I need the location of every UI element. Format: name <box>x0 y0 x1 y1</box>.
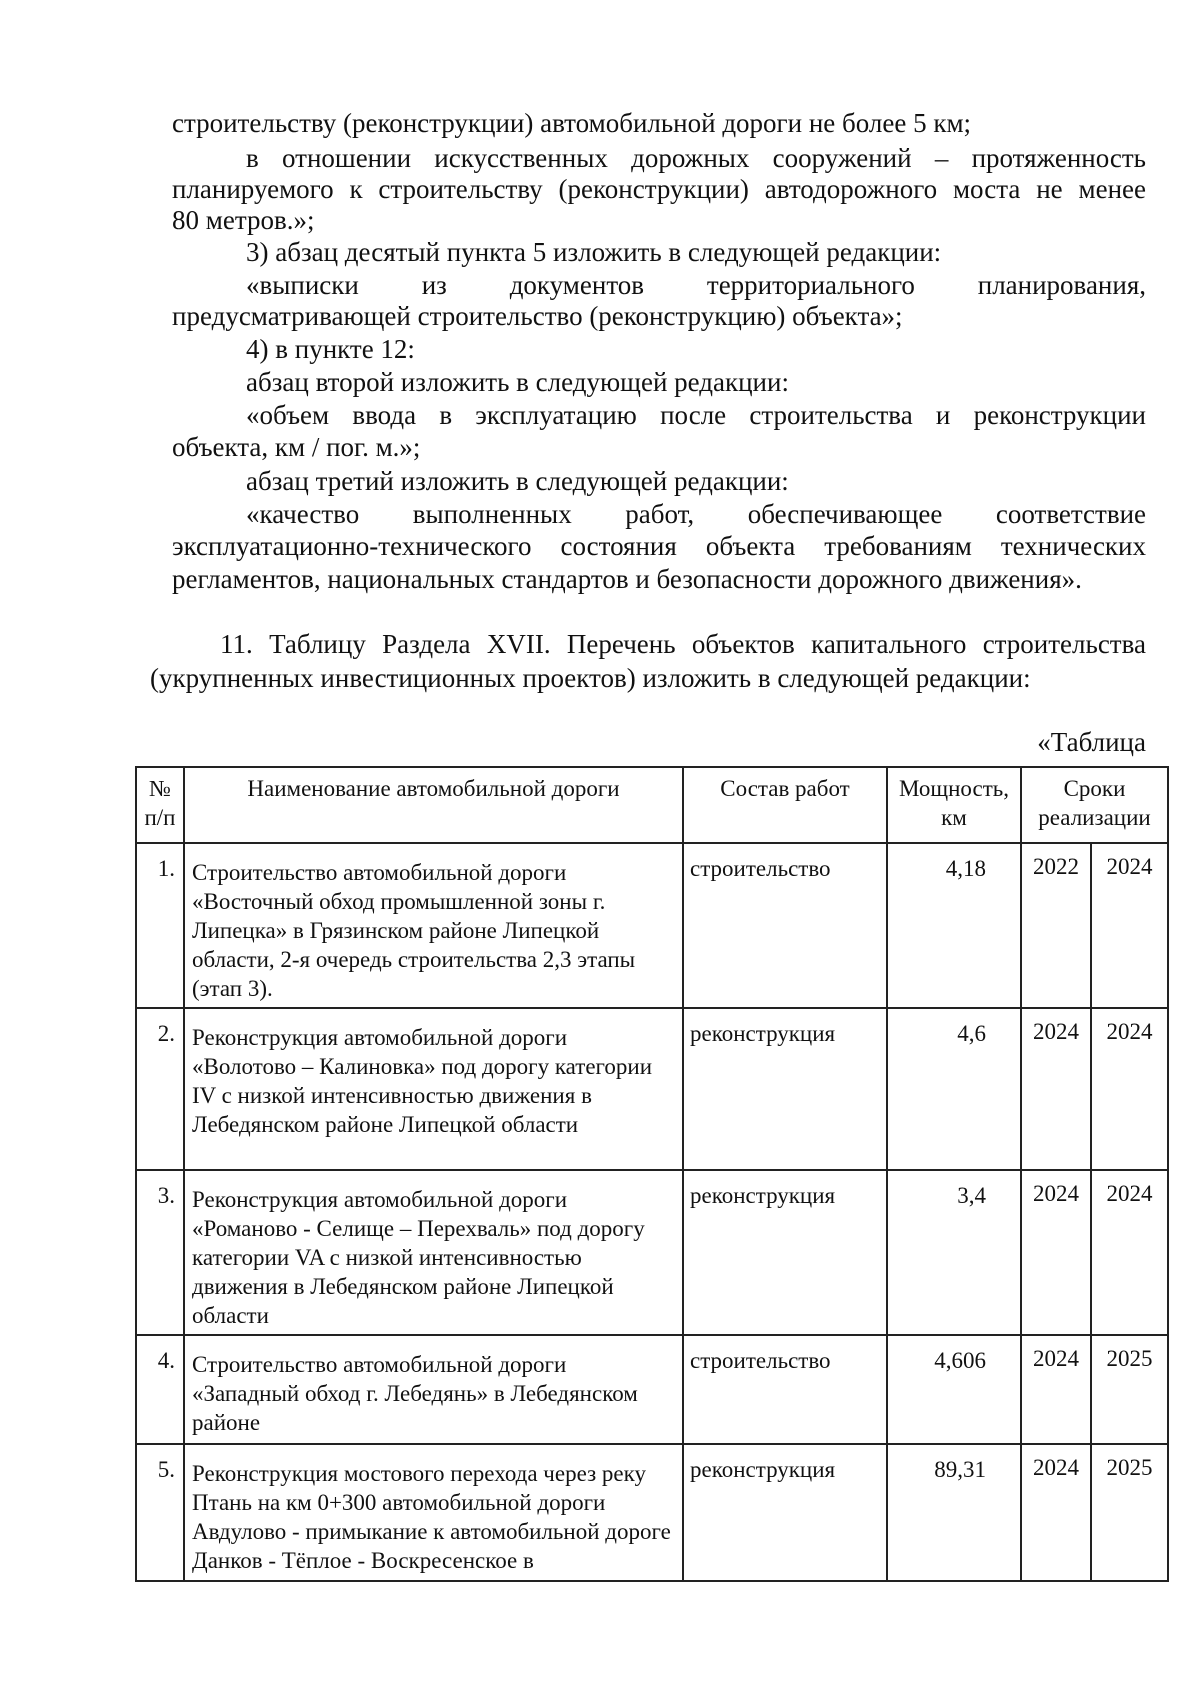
capacity-km: 4,6 <box>887 1008 1021 1170</box>
end-year: 2025 <box>1091 1444 1168 1581</box>
capacity-km: 3,4 <box>887 1170 1021 1335</box>
work-type: строительство <box>683 1335 887 1444</box>
road-name: Реконструкция автомобильной дороги «Романово - Селище – Перехваль» под дорогу категории VA с низкой интенсивностью движения в Лебедянском районе Липецкой области <box>184 1170 683 1335</box>
paragraph-line: абзац второй изложить в следующей редакции: <box>246 367 789 397</box>
paragraph-line: эксплуатационно-технического состояния объекта требованиям технических <box>172 531 1146 561</box>
start-year: 2024 <box>1021 1008 1091 1170</box>
end-year: 2024 <box>1091 843 1168 1008</box>
start-year: 2024 <box>1021 1170 1091 1335</box>
header-number: № п/п <box>136 767 184 843</box>
table-row <box>136 1335 1168 1444</box>
table-row <box>136 1444 1168 1581</box>
header-work-type: Состав работ <box>683 767 887 843</box>
paragraph-line: «качество выполненных работ, обеспечивающее соответствие <box>246 499 1146 529</box>
paragraph-line: 4) в пункте 12: <box>246 334 415 364</box>
work-type: строительство <box>683 843 887 1008</box>
start-year: 2024 <box>1021 1335 1091 1444</box>
row-number: 5. <box>136 1444 184 1581</box>
paragraph-line: планируемого к строительству (реконструкции) автодорожного моста не менее <box>172 174 1146 204</box>
objects-table <box>135 766 1169 1582</box>
paragraph-line: в отношении искусственных дорожных сооружений – протяженность <box>246 143 1146 173</box>
capacity-km: 4,18 <box>887 843 1021 1008</box>
header-terms: Сроки реализации <box>1021 767 1168 843</box>
paragraph-line: абзац третий изложить в следующей редакции: <box>246 466 789 496</box>
start-year: 2022 <box>1021 843 1091 1008</box>
road-name: Реконструкция мостового перехода через реку Птань на км 0+300 автомобильной дороги Авдулово - примыкание к автомобильной дороге Данков - Тёплое - Воскресенское в <box>184 1444 683 1581</box>
paragraph-line: объекта, км / пог. м.»; <box>172 432 421 462</box>
section-heading-line: 11. Таблицу Раздела XVII. Перечень объектов капитального строительства <box>220 629 1146 659</box>
row-number: 3. <box>136 1170 184 1335</box>
start-year: 2024 <box>1021 1444 1091 1581</box>
end-year: 2024 <box>1091 1008 1168 1170</box>
paragraph-line: «объем ввода в эксплуатацию после строительства и реконструкции <box>246 400 1146 430</box>
road-name: Реконструкция автомобильной дороги «Волотово – Калиновка» под дорогу категории IV с низкой интенсивностью движения в Лебедянском районе Липецкой области <box>184 1008 683 1170</box>
row-number: 2. <box>136 1008 184 1170</box>
row-number: 1. <box>136 843 184 1008</box>
table-row <box>136 843 1168 1008</box>
capacity-km: 4,606 <box>887 1335 1021 1444</box>
paragraph-line: регламентов, национальных стандартов и безопасности дорожного движения». <box>172 564 1082 594</box>
paragraph-line: предусматривающей строительство (реконструкцию) объекта»; <box>172 301 903 331</box>
road-name: Строительство автомобильной дороги «Западный обход г. Лебедянь» в Лебедянском районе <box>184 1335 683 1444</box>
paragraph-line: 80 метров.»; <box>172 205 315 235</box>
work-type: реконструкция <box>683 1008 887 1170</box>
capacity-km: 89,31 <box>887 1444 1021 1581</box>
end-year: 2025 <box>1091 1335 1168 1444</box>
road-name: Строительство автомобильной дороги «Восточный обход промышленной зоны г. Липецка» в Грязинском районе Липецкой области, 2-я очередь строительства 2,3 этапы (этап 3). <box>184 843 683 1008</box>
table-row <box>136 1170 1168 1335</box>
work-type: реконструкция <box>683 1444 887 1581</box>
table-header-row <box>136 767 1168 843</box>
paragraph-line: «выписки из документов территориального планирования, <box>246 270 1146 300</box>
table-caption: «Таблица <box>1037 727 1146 757</box>
header-road-name: Наименование автомобильной дороги <box>184 767 683 843</box>
table-row <box>136 1008 1168 1170</box>
section-heading-line: (укрупненных инвестиционных проектов) изложить в следующей редакции: <box>150 663 1031 693</box>
row-number: 4. <box>136 1335 184 1444</box>
work-type: реконструкция <box>683 1170 887 1335</box>
end-year: 2024 <box>1091 1170 1168 1335</box>
paragraph-line: строительству (реконструкции) автомобильной дороги не более 5 км; <box>172 108 972 138</box>
header-capacity: Мощность, км <box>887 767 1021 843</box>
paragraph-line: 3) абзац десятый пункта 5 изложить в следующей редакции: <box>246 237 942 267</box>
